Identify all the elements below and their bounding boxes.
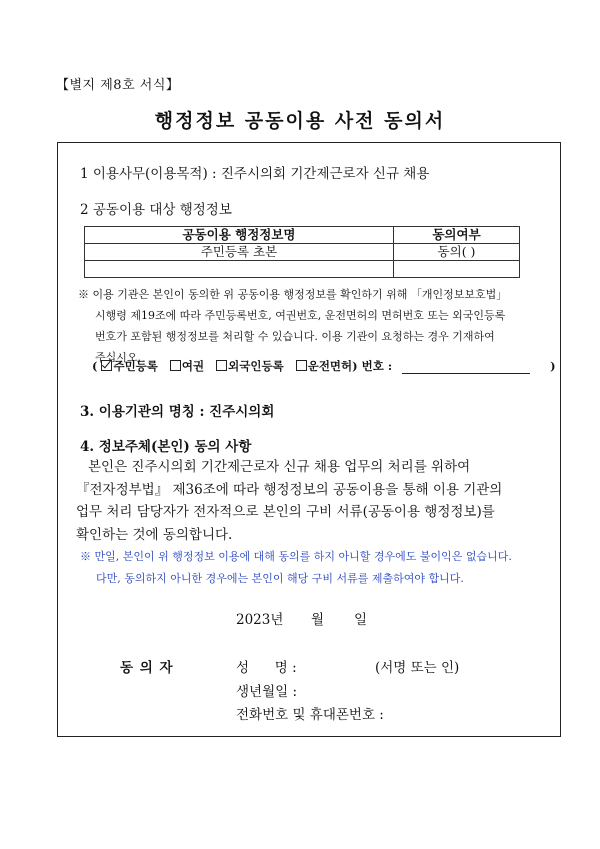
date-day: 일 bbox=[354, 612, 368, 628]
table-row bbox=[85, 261, 520, 278]
table-cell: 동의( ) bbox=[394, 244, 520, 261]
form-label: 【별지 제8호 서식】 bbox=[56, 78, 180, 93]
signer-role: 동 의 자 bbox=[120, 660, 174, 676]
document-title: 행정정보 공동이용 사전 동의서 bbox=[154, 110, 446, 132]
section-1-value: 진주시의회 기간제근로자 신규 채용 bbox=[216, 166, 430, 182]
checkbox-label: 여권 bbox=[181, 359, 205, 373]
consent-line: 『전자정부법』 제36조에 따라 행정정보의 공동이용을 통해 이용 기관의 bbox=[76, 481, 503, 498]
note-line: 주십시오. bbox=[95, 351, 142, 364]
table-cell: 주민등록 초본 bbox=[85, 244, 394, 261]
id-number-field[interactable] bbox=[402, 361, 530, 374]
checkbox-label: 외국인등록 bbox=[228, 359, 284, 373]
consent-body bbox=[76, 456, 546, 546]
info-table bbox=[84, 226, 520, 278]
checkbox-foreigner[interactable] bbox=[216, 360, 227, 371]
id-options-open: ( bbox=[92, 359, 98, 373]
checkbox-label: 운전면허 bbox=[307, 359, 353, 373]
section-1 bbox=[80, 162, 429, 182]
id-options-suffix: ) 번호 : bbox=[352, 359, 393, 373]
checkbox-label: 주민등록 bbox=[113, 359, 158, 373]
consent-line: 업무 처리 담당자가 전자적으로 본인의 구비 서류(공동이용 행정정보)를 bbox=[76, 504, 495, 520]
id-options bbox=[92, 356, 556, 377]
checkbox-resident[interactable] bbox=[101, 360, 112, 371]
checkbox-passport[interactable] bbox=[170, 360, 181, 371]
table-row bbox=[85, 244, 520, 261]
section-2-label: 2 공동이용 대상 행정정보 bbox=[80, 202, 232, 218]
note-line: 시행령 제19조에 따라 주민등록번호, 여권번호, 운전면허의 면허번호 또는 외국인등록 bbox=[95, 309, 506, 322]
blue-note bbox=[80, 546, 558, 590]
checkbox-driver[interactable] bbox=[296, 360, 307, 371]
note-line: ※ 이용 기관은 본인이 동의한 위 공동이용 행정정보를 확인하기 위해 「개인정보보호법」 bbox=[78, 288, 508, 301]
section-3-label: 3. 이용기관의 명칭 : 진주시의회 bbox=[80, 404, 275, 420]
consent-line: 본인은 진주시의회 기간제근로자 신규 채용 업무의 처리를 위하여 bbox=[88, 459, 471, 475]
signer-name-label: 성 명 : bbox=[236, 660, 297, 676]
signer-sign-hint: (서명 또는 인) bbox=[375, 660, 460, 676]
blue-note-line: 다만, 동의하지 아니한 경우에는 본인이 해당 구비 서류를 제출하여야 합니다. bbox=[96, 572, 464, 585]
section-4-label: 4. 정보주체(본인) 동의 사항 bbox=[80, 439, 252, 455]
note-line: 번호가 포함된 행정정보를 처리할 수 있습니다. 이용 기관이 요청하는 경우 기재하여 bbox=[95, 330, 495, 343]
table-header-cell: 동의여부 bbox=[394, 227, 520, 244]
table-cell bbox=[394, 261, 520, 278]
section-1-label: 1 이용사무(이용목적) : bbox=[80, 166, 217, 182]
id-options-close: ) bbox=[550, 359, 556, 373]
table-header-cell: 공동이용 행정정보명 bbox=[85, 227, 394, 244]
table-cell bbox=[85, 261, 394, 278]
table-header-row bbox=[85, 227, 520, 244]
consent-line: 확인하는 것에 동의합니다. bbox=[76, 526, 233, 543]
blue-note-line: ※ 만일, 본인이 위 행정정보 이용에 대해 동의를 하지 아니할 경우에도 불이익은 없습니다. bbox=[80, 550, 512, 563]
date-year: 2023년 bbox=[236, 612, 284, 628]
date-month: 월 bbox=[311, 612, 325, 628]
signer-birth-label: 생년월일 : bbox=[236, 684, 298, 700]
signer-phone-label: 전화번호 및 휴대폰번호 : bbox=[236, 707, 384, 723]
